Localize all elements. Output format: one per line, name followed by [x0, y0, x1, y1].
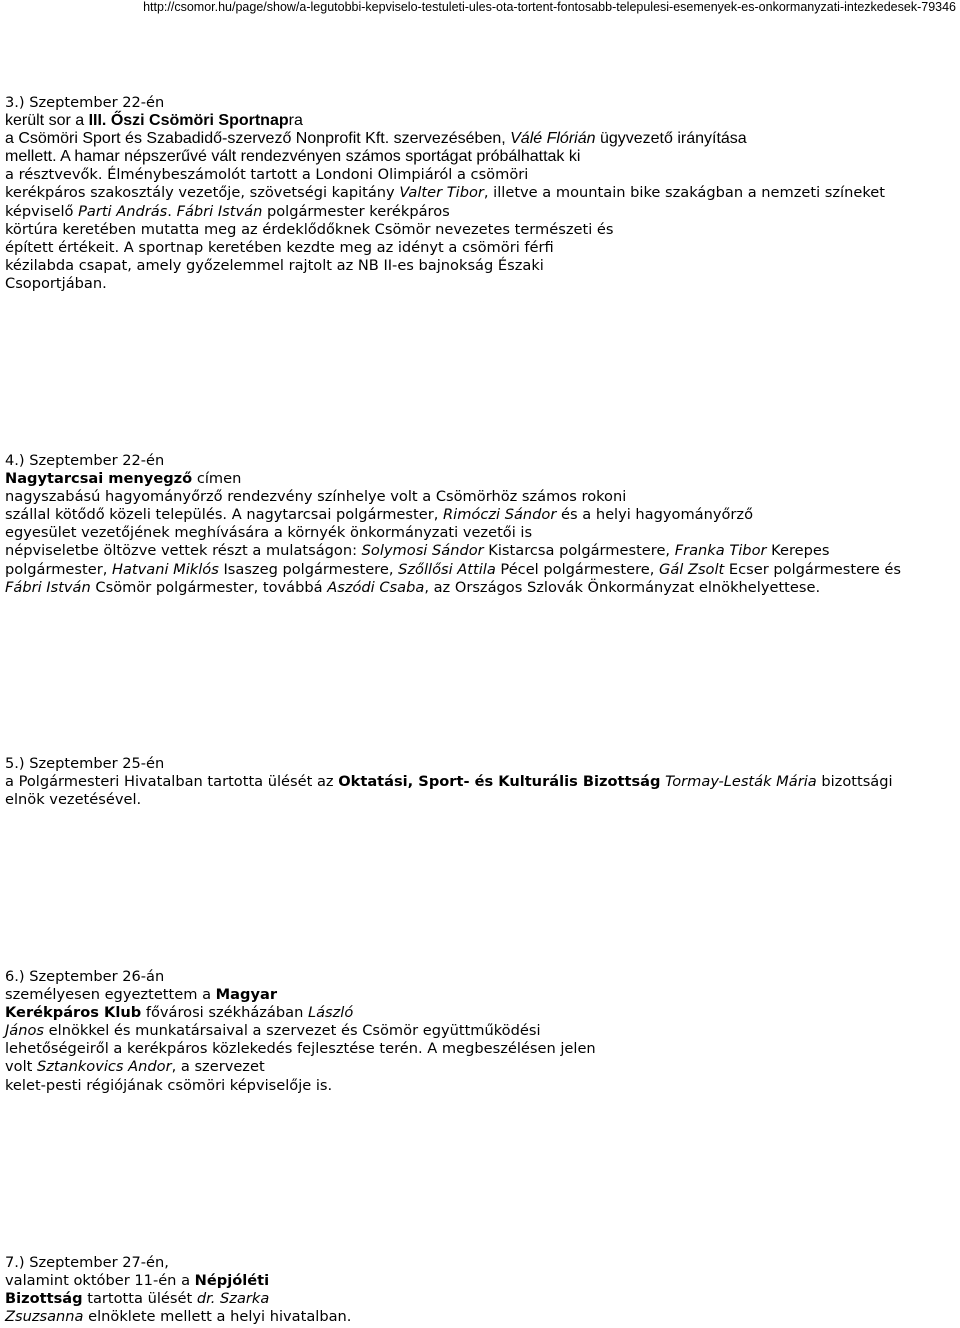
text-run: kerékpáros szakosztály vezetője, szövetségi kapitány: [5, 184, 400, 202]
italic-text: Zsuzsanna: [5, 1308, 84, 1326]
text-run: személyesen egyeztettem a: [5, 986, 216, 1004]
text-line: [5, 506, 952, 524]
text-line: [5, 561, 952, 579]
text-run: lehetőségeiről a kerékpáros közlekedés fejlesztése terén. A megbeszélésen jelen: [5, 1040, 596, 1058]
italic-text: Parti András: [78, 202, 168, 220]
section-7: [5, 1254, 952, 1326]
text-line: [5, 968, 952, 986]
text-run: 6.) Szeptember 26-án: [5, 968, 165, 985]
italic-text: Szőllősi Attila: [398, 560, 496, 578]
page-url: http://csomor.hu/page/show/a-legutobbi-kepviselo-testuleti-ules-ota-tortent-fontosabb-telepulesi-esemenyek-es-onkormanyzati-intezkedesek-79346: [143, 0, 956, 14]
italic-text: Sztankovics Andor: [36, 1058, 172, 1076]
text-line: [5, 1040, 952, 1058]
bold-text: Magyar: [215, 986, 278, 1004]
text-line: [5, 470, 952, 488]
text-line: [5, 1077, 952, 1095]
bold-text: Bizottság: [5, 1290, 83, 1308]
text-run: nagyszabású hagyományőrző rendezvény színhelye volt a Csömörhöz számos rokoni: [5, 488, 627, 506]
text-line: [5, 1308, 952, 1326]
text-run: mellett. A hamar népszerűvé vált rendezvényen számos sportágat próbálhattak ki: [5, 148, 581, 166]
italic-text: László: [307, 1004, 354, 1022]
italic-text: Fábri István: [5, 578, 91, 596]
bold-text: III. Őszi Csömöri Sportnap: [88, 112, 289, 130]
text-line: [5, 791, 952, 809]
text-run: polgármester kerékpáros: [262, 202, 450, 220]
italic-text: János: [5, 1022, 45, 1040]
text-run: a Polgármesteri Hivatalban tartotta ülését az: [5, 773, 339, 791]
text-run: polgármester,: [5, 560, 112, 578]
italic-text: Válé Flórián: [510, 130, 596, 148]
italic-text: Tormay-Lesták Mária: [665, 773, 817, 791]
text-run: Kistarcsa polgármestere,: [483, 542, 675, 560]
text-run: , illetve a mountain bike szakágban a nemzeti színeket: [483, 184, 885, 202]
bold-text: Oktatási, Sport- és Kulturális Bizottság: [338, 773, 661, 791]
text-run: , a szervezet: [171, 1058, 265, 1076]
text-line: [5, 184, 952, 202]
bold-text: Népjóléti: [194, 1272, 270, 1290]
text-run: egyesület vezetőjének meghívására a környék önkormányzati vezetői is: [5, 524, 533, 542]
text-run: a résztvevők. Élménybeszámolót tartott a Londoni Olimpiáról a csömöri: [5, 166, 529, 184]
text-run: címen: [192, 470, 242, 488]
text-run: fővárosi székházában: [141, 1004, 308, 1022]
text-line: [5, 1022, 952, 1040]
text-run: 5.) Szeptember 25-én: [5, 755, 165, 772]
text-line: [5, 579, 952, 597]
italic-text: Valter Tibor: [399, 184, 484, 202]
text-run: elnökkel és munkatársaival a szervezet és Csömör együttműködési: [44, 1022, 541, 1040]
text-run: 3.) Szeptember 22-én: [5, 94, 165, 111]
text-run: , az Országos Szlovák Önkormányzat elnökhelyettese.: [424, 578, 821, 596]
text-line: [5, 203, 952, 221]
text-line: [5, 112, 952, 130]
text-run: valamint október 11-én a: [5, 1272, 195, 1290]
text-run: ra: [288, 112, 303, 130]
text-run: a Csömöri Sport és Szabadidő-szervező Nonprofit Kft. szervezésében,: [5, 130, 511, 148]
text-run: 4.) Szeptember 22-én: [5, 452, 165, 469]
italic-text: Hatvani Miklós: [111, 560, 219, 578]
text-run: Kerepes: [766, 542, 830, 560]
text-line: [5, 542, 952, 560]
text-line: [5, 221, 952, 239]
italic-text: Rimóczi Sándor: [443, 506, 557, 524]
text-run: Pécel polgármestere,: [495, 560, 660, 578]
text-line: [5, 257, 952, 275]
italic-text: Franka Tibor: [674, 542, 767, 560]
text-line: [5, 1272, 952, 1290]
italic-text: Fábri István: [176, 202, 263, 220]
text-line: [5, 452, 952, 470]
text-run: Csömör polgármester, továbbá: [90, 578, 328, 596]
text-run: .: [167, 202, 177, 220]
text-run: került sor a: [5, 112, 89, 130]
text-run: bizottsági: [816, 773, 893, 791]
section-3: [5, 94, 952, 293]
text-run: és a helyi hagyományőrző: [556, 506, 754, 524]
section-6: [5, 968, 952, 1095]
text-run: ügyvezető irányítása: [595, 130, 747, 148]
text-line: [5, 755, 952, 773]
section-5: [5, 755, 952, 809]
text-run: körtúra keretében mutatta meg az érdeklődőknek Csömör nevezetes természeti és: [5, 220, 614, 238]
text-line: [5, 1254, 952, 1272]
text-run: Isaszeg polgármestere,: [218, 560, 399, 578]
text-line: [5, 275, 952, 293]
italic-text: Gál Zsolt: [659, 560, 725, 578]
text-line: [5, 148, 952, 166]
text-run: tartotta ülését: [82, 1290, 197, 1308]
bold-text: Kerékpáros Klub: [5, 1004, 142, 1022]
text-line: [5, 94, 952, 112]
text-line: [5, 524, 952, 542]
text-line: [5, 488, 952, 506]
text-run: épített értékeit. A sportnap keretében kezdte meg az idényt a csömöri férfi: [5, 238, 554, 256]
text-run: népviseletbe öltözve vettek részt a mulatságon:: [5, 542, 362, 560]
italic-text: Aszódi Csaba: [327, 578, 425, 596]
text-line: [5, 773, 952, 791]
text-line: [5, 1004, 952, 1022]
text-run: elnök vezetésével.: [5, 791, 142, 809]
italic-text: Solymosi Sándor: [361, 542, 484, 560]
text-run: szállal kötődő közeli település. A nagytarcsai polgármester,: [5, 506, 443, 524]
text-run: kézilabda csapat, amely győzelemmel rajtolt az NB II-es bajnokság Északi: [5, 256, 544, 274]
text-line: [5, 239, 952, 257]
text-line: [5, 1290, 952, 1308]
text-line: [5, 986, 952, 1004]
bold-text: Nagytarcsai menyegző: [5, 470, 193, 488]
text-line: [5, 130, 952, 148]
text-run: 7.) Szeptember 27-én,: [5, 1254, 169, 1271]
section-4: [5, 452, 952, 597]
text-run: volt: [5, 1058, 37, 1076]
text-run: Ecser polgármestere és: [724, 560, 901, 578]
italic-text: dr. Szarka: [196, 1290, 270, 1308]
text-run: kelet-pesti régiójának csömöri képviselője is.: [5, 1076, 333, 1094]
text-run: Csoportjában.: [5, 274, 107, 292]
text-run: képviselő: [5, 202, 79, 220]
text-run: elnöklete mellett a helyi hivatalban.: [83, 1308, 352, 1326]
text-line: [5, 1058, 952, 1076]
text-line: [5, 166, 952, 184]
